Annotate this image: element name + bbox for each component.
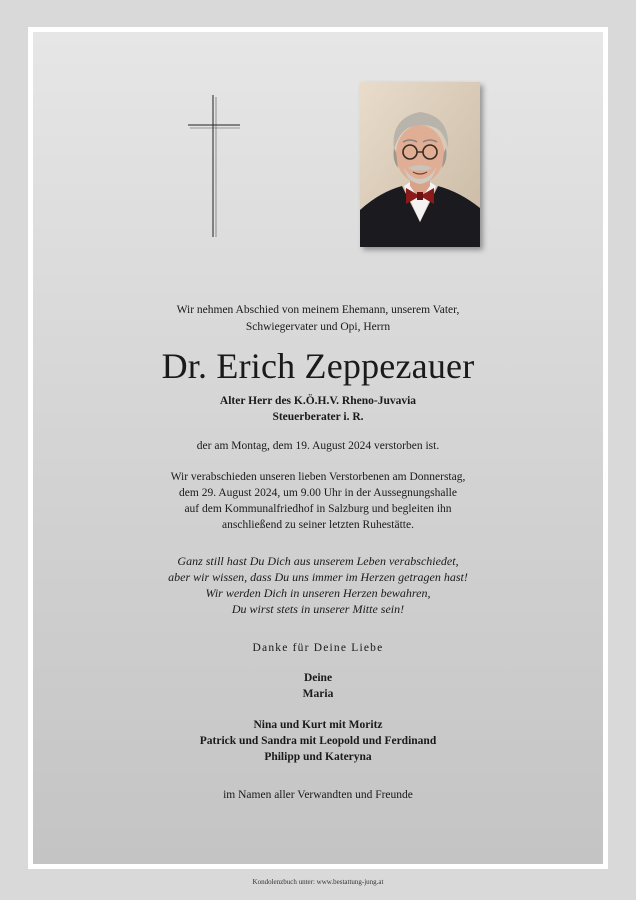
relatives-text: im Namen aller Verwandten und Freunde bbox=[223, 789, 413, 801]
intro-line-1: Wir nehmen Abschied von meinem Ehemann, unserem Vater, bbox=[176, 304, 460, 316]
memorial-poem bbox=[0, 553, 636, 617]
funeral-line-1: Wir verabschieden unseren lieben Verstorbenen am Donnerstag, bbox=[170, 471, 466, 483]
funeral-line-3: auf dem Kommunalfriedhof in Salzburg und begleiten ihn bbox=[184, 503, 452, 515]
title-line-1: Alter Herr des K.Ö.H.V. Rheno-Juvavia bbox=[219, 395, 417, 407]
poem-line-4: Du wirst stets in unserer Mitte sein! bbox=[231, 602, 405, 616]
family-members bbox=[0, 717, 636, 765]
family-member-1: Nina und Kurt mit Moritz bbox=[253, 719, 383, 731]
family-member-3: Philipp und Kateryna bbox=[264, 751, 372, 763]
family-line-2: Maria bbox=[302, 688, 334, 700]
title-line-2: Steuerberater i. R. bbox=[272, 411, 364, 423]
funeral-line-4: anschließend zu seiner letzten Ruhestätte. bbox=[222, 519, 414, 531]
portrait-photo bbox=[360, 82, 480, 247]
family-line-1: Deine bbox=[303, 672, 333, 684]
cross-icon bbox=[188, 95, 240, 237]
condolence-footer[interactable]: Kondolenzbuch unter: www.bestattung-jung.at bbox=[252, 878, 384, 886]
deceased-name: Dr. Erich Zeppezauer bbox=[161, 346, 475, 386]
funeral-line-2: dem 29. August 2024, um 9.00 Uhr in der Aussegnungshalle bbox=[179, 487, 457, 499]
death-notice: der am Montag, dem 19. August 2024 verstorben ist. bbox=[196, 440, 440, 452]
poem-line-3: Wir werden Dich in unseren Herzen bewahren, bbox=[205, 586, 431, 600]
poem-line-1: Ganz still hast Du Dich aus unserem Leben verabschiedet, bbox=[177, 554, 459, 568]
deceased-titles bbox=[0, 393, 636, 425]
funeral-details bbox=[0, 469, 636, 533]
family-member-2: Patrick und Sandra mit Leopold und Ferdinand bbox=[199, 735, 437, 747]
intro-line-2: Schwiegervater und Opi, Herrn bbox=[245, 321, 391, 333]
family-signature bbox=[0, 670, 636, 702]
thanks-text: Danke für Deine Liebe bbox=[252, 642, 384, 654]
poem-line-2: aber wir wissen, dass Du uns immer im Herzen getragen hast! bbox=[168, 570, 468, 584]
intro-text bbox=[0, 302, 636, 336]
